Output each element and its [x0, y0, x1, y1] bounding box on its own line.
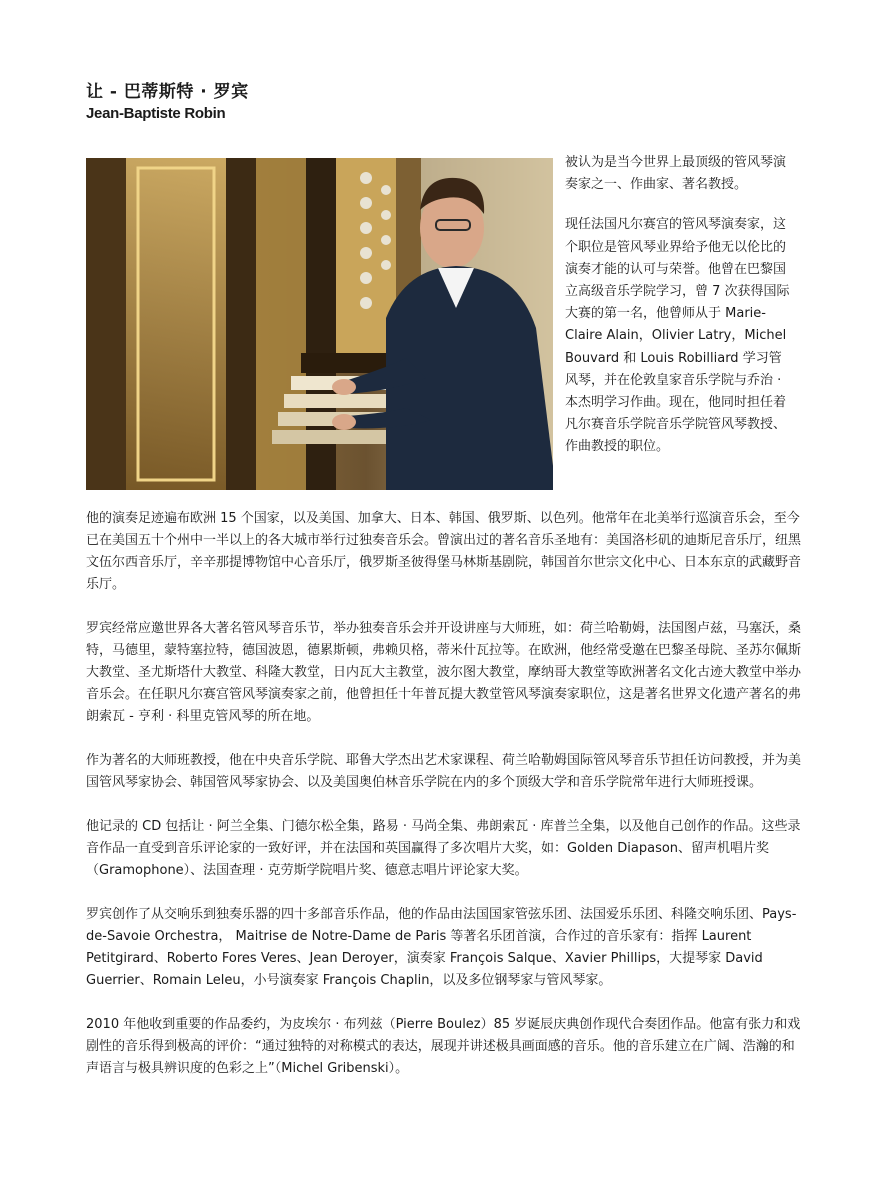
portrait-photo [86, 158, 553, 490]
body-paragraph: 2010 年他收到重要的作品委约，为皮埃尔 · 布列兹（Pierre Boulez）85 岁诞辰庆典创作现代合奏团作品。他富有张力和戏剧性的音乐得到极高的评价：“通过独特的对称模式的表达，展现并讲述极具画面感的音乐。他的音乐建立在广阔、浩瀚的和声语言与极具辨识度的色彩之上”（Michel Gribenski）。 [86, 1017, 801, 1076]
body-text [86, 508, 806, 1080]
intro-text [565, 152, 790, 477]
page-subtitle: Jean-Baptiste Robin [86, 105, 226, 122]
page-title: 让 - 巴蒂斯特 · 罗宾 [86, 82, 249, 102]
body-paragraph: 罗宾经常应邀世界各大著名管风琴音乐节，举办独奏音乐会并开设讲座与大师班，如：荷兰哈勒姆，法国图卢兹，马塞沃，桑特，马德里，蒙特塞拉特，德国波恩，德累斯顿，弗赖贝格，蒂米什瓦拉等。在欧洲，他经常受邀在巴黎圣母院、圣苏尔佩斯大教堂、圣尤斯塔什大教堂、科隆大教堂，日内瓦大主教堂，波尔图大教堂，摩纳哥大教堂等欧洲著名文化古迹大教堂中举办音乐会。在任职凡尔赛宫管风琴演奏家之前，他曾担任十年普瓦提大教堂管风琴演奏家职位，这是著名世界文化遗产著名的弗朗索瓦 - 亨利 · 科里克管风琴的所在地。 [86, 621, 802, 724]
intro-paragraph: 被认为是当今世界上最顶级的管风琴演奏家之一、作曲家、著名教授。 [565, 155, 787, 193]
intro-section [86, 155, 806, 490]
body-paragraph: 罗宾创作了从交响乐到独奏乐器的四十多部音乐作品，他的作品由法国国家管弦乐团、法国爱乐乐团、科隆交响乐团、Pays-de-Savoie Orchestra， Maitrise de Notre-Dame de Paris 等著名乐团首演，合作过的音乐家有：指挥 Laurent Petitgirard、Roberto Fores Veres、Jean Deroyer，演奏家 François Salque、Xavier Phillips，大提琴家 David Guerrier、Romain Leleu，小号演奏家 François Chaplin，以及多位钢琴家与管风琴家。 [86, 907, 797, 988]
intro-paragraph: 现任法国凡尔赛宫的管风琴演奏家，这个职位是管风琴业界给予他无以伦比的演奏才能的认可与荣誉。他曾在巴黎国立高级音乐学院学习，曾 7 次获得国际大赛的第一名，他曾师从于 Marie-Claire Alain，Olivier Latry，Michel Bouvard 和 Louis Robilliard 学习管风琴，并在伦敦皇家音乐学院与乔治 · 本杰明学习作曲。现在，他同时担任着凡尔赛音乐学院音乐学院管风琴教授、作曲教授的职位。 [565, 217, 790, 455]
organist-photo-illustration [86, 158, 553, 490]
document-page [86, 80, 806, 1102]
body-paragraph: 他的演奏足迹遍布欧洲 15 个国家，以及美国、加拿大、日本、韩国、俄罗斯、以色列。他常年在北美举行巡演音乐会，至今已在美国五十个州中一半以上的各大城市举行过独奏音乐会。曾演出过的著名音乐圣地有：美国洛杉矶的迪斯尼音乐厅，纽黑文伍尔西音乐厅，辛辛那提博物馆中心音乐厅，俄罗斯圣彼得堡马林斯基剧院，韩国首尔世宗文化中心、日本东京的武藏野音乐厅。 [86, 511, 802, 592]
body-paragraph: 他记录的 CD 包括让 · 阿兰全集、门德尔松全集，路易 · 马尚全集、弗朗索瓦 · 库普兰全集，以及他自己创作的作品。这些录音作品一直受到音乐评论家的一致好评，并在法国和英国赢得了多次唱片大奖，如：Golden Diapason、留声机唱片奖（Gramophone）、法国查理 · 克劳斯学院唱片奖、德意志唱片评论家大奖。 [86, 819, 801, 878]
body-paragraph: 作为著名的大师班教授，他在中央音乐学院、耶鲁大学杰出艺术家课程、荷兰哈勒姆国际管风琴音乐节担任访问教授，并为美国管风琴家协会、韩国管风琴家协会、以及美国奥伯林音乐学院在内的多个顶级大学和音乐学院常年进行大师班授课。 [86, 753, 802, 790]
